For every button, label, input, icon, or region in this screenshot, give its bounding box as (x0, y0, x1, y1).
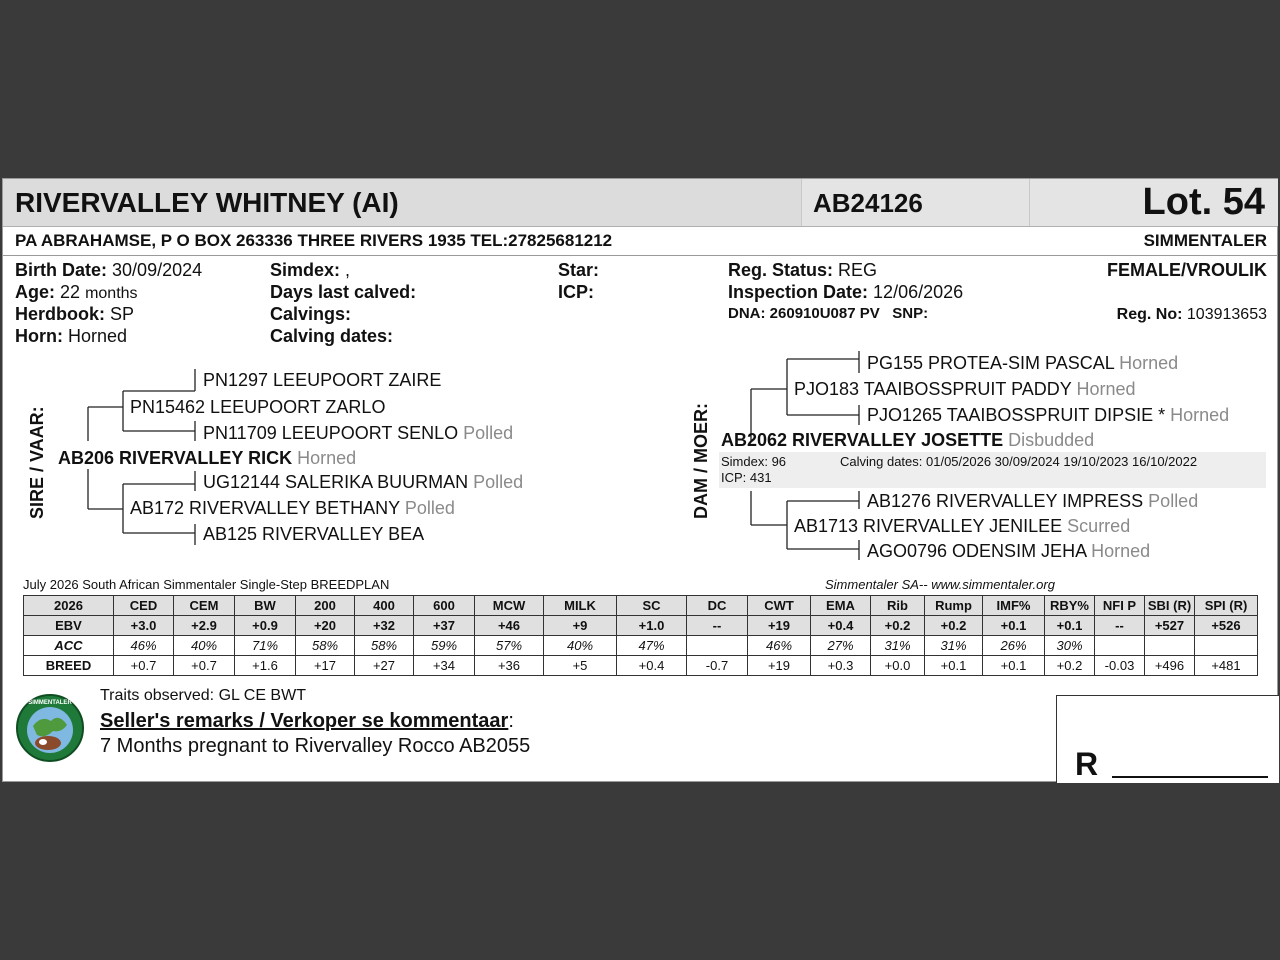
sire-sire-sire: PN1297 LEEUPOORT ZAIRE (203, 370, 442, 390)
sire-dam: AB172 RIVERVALLEY BETHANY Polled (130, 498, 455, 518)
ebv-cell: +2.9 (174, 616, 235, 636)
ebv-cell: 27% (811, 636, 871, 656)
breed-name: SIMMENTALER (1143, 231, 1267, 250)
ebv-cell: 57% (475, 636, 544, 656)
ebv-cell (1145, 636, 1195, 656)
ebv-cell: +0.7 (114, 656, 174, 676)
ebv-cell: +5 (544, 656, 617, 676)
ebv-cell: +19 (748, 656, 811, 676)
ebv-cell: 47% (617, 636, 687, 656)
dam: AB2062 RIVERVALLEY JOSETTE Disbudded (721, 430, 1095, 450)
ebv-header-row (24, 596, 1258, 616)
breed-avg-row (24, 656, 1258, 676)
ebv-cell: 600 (414, 596, 475, 616)
ebv-cell: 40% (174, 636, 235, 656)
ebv-cell: 58% (296, 636, 355, 656)
dam-sire-sire: PG155 PROTEA-SIM PASCAL Horned (867, 353, 1179, 373)
ebv-cell: +3.0 (114, 616, 174, 636)
ebv-cell: +1.0 (617, 616, 687, 636)
dam-calving-dates: Calving dates: 01/05/2026 30/09/2024 19/10/2023 16/10/2022 (840, 454, 1198, 469)
header-band (3, 179, 1277, 227)
ebv-cell: 40% (544, 636, 617, 656)
ebv-cell: EBV (24, 616, 114, 636)
ebv-cell: DC (687, 596, 748, 616)
dam-dam-sire: AB1276 RIVERVALLEY IMPRESS Polled (867, 491, 1199, 511)
ebv-cell: Rib (871, 596, 925, 616)
ebv-cell: SBI (R) (1145, 596, 1195, 616)
ebv-cell: +0.4 (617, 656, 687, 676)
ebv-cell: +0.2 (871, 616, 925, 636)
ebv-cell: Rump (925, 596, 983, 616)
days-last-calved: Days last calved: (270, 282, 417, 302)
dam-info-panel (719, 452, 1266, 488)
dam-sire-dam: PJO1265 TAAIBOSSPRUIT DIPSIE * Horned (867, 405, 1230, 425)
ebv-cell: +0.1 (1045, 616, 1095, 636)
simmentaler-logo-icon (15, 693, 85, 763)
ebv-cell: 31% (871, 636, 925, 656)
ebv-cell: +496 (1145, 656, 1195, 676)
ebv-cell: +27 (355, 656, 414, 676)
animal-id: AB24126 (813, 188, 923, 218)
ebv-table (23, 595, 1258, 676)
ebv-cell: 30% (1045, 636, 1095, 656)
ebv-cell: +0.4 (811, 616, 871, 636)
price-box (1056, 695, 1279, 783)
ebv-cell (687, 636, 748, 656)
ebv-cell: 58% (355, 636, 414, 656)
ebv-cell: CED (114, 596, 174, 616)
address-row (3, 227, 1277, 256)
ebv-cell: RBY% (1045, 596, 1095, 616)
ebv-cell: 71% (235, 636, 296, 656)
ebv-cell: CEM (174, 596, 235, 616)
ebv-cell: +46 (475, 616, 544, 636)
ebv-cell: CWT (748, 596, 811, 616)
birth-date: Birth Date: 30/09/2024 (15, 260, 203, 280)
ebv-cell: 59% (414, 636, 475, 656)
ebv-cell: +526 (1195, 616, 1258, 636)
dam-side-label: DAM / MOER: (691, 403, 711, 519)
ebv-cell: +1.6 (235, 656, 296, 676)
ebv-cell: IMF% (983, 596, 1045, 616)
ebv-cell (1095, 636, 1145, 656)
ebv-cell: +34 (414, 656, 475, 676)
ebv-cell: 2026 (24, 596, 114, 616)
dam-sire: PJO183 TAAIBOSSPRUIT PADDY Horned (794, 379, 1136, 399)
ebv-cell: 200 (296, 596, 355, 616)
ebv-cell: -0.7 (687, 656, 748, 676)
dam-icp: ICP: 431 (721, 470, 772, 485)
ebv-cell: SC (617, 596, 687, 616)
remarks-title: Seller's remarks / Verkoper se kommentaar: (100, 710, 514, 732)
ebv-cell: BREED (24, 656, 114, 676)
ebv-cell: 31% (925, 636, 983, 656)
ebv-cell: +20 (296, 616, 355, 636)
price-label: R (1075, 746, 1099, 782)
ebv-cell: MCW (475, 596, 544, 616)
price-input-line[interactable] (1112, 776, 1268, 778)
ebv-cell: +0.2 (925, 616, 983, 636)
logo-text: SIMMENTALER (28, 700, 72, 706)
sire-dam-sire: UG12144 SALERIKA BUURMAN Polled (203, 472, 524, 492)
ebv-cell: -- (687, 616, 748, 636)
ebv-cell: +527 (1145, 616, 1195, 636)
ebv-cell: -- (1095, 616, 1145, 636)
ebv-cell: +481 (1195, 656, 1258, 676)
ebv-cell: +0.1 (925, 656, 983, 676)
sire-side-label: SIRE / VAAR: (27, 406, 47, 519)
ebv-cell: -0.03 (1095, 656, 1145, 676)
ebv-cell: +9 (544, 616, 617, 636)
herdbook: Herdbook: SP (15, 304, 135, 324)
sire-sire-dam: PN11709 LEEUPOORT SENLO Polled (203, 423, 514, 443)
sire: AB206 RIVERVALLEY RICK Horned (58, 448, 357, 468)
sire-sire: PN15462 LEEUPOORT ZARLO (130, 397, 386, 417)
reg-number: Reg. No: 103913653 (1116, 306, 1267, 323)
ebv-cell: 26% (983, 636, 1045, 656)
seller-address: PA ABRAHAMSE, P O BOX 263336 THREE RIVERS 1935 TEL:27825681212 (15, 231, 613, 250)
ebv-cell: +0.3 (811, 656, 871, 676)
ebv-cell: SPI (R) (1195, 596, 1258, 616)
ebv-cell: +0.0 (871, 656, 925, 676)
horn-status: Horn: Horned (15, 326, 128, 346)
traits-observed: Traits observed: GL CE BWT (100, 687, 306, 704)
calvings: Calvings: (270, 304, 352, 324)
simdex: Simdex: , (270, 260, 351, 280)
ebv-cell: BW (235, 596, 296, 616)
ebv-cell: MILK (544, 596, 617, 616)
remarks-text: 7 Months pregnant to Rivervalley Rocco AB2055 (100, 735, 531, 757)
ebv-cell: +0.2 (1045, 656, 1095, 676)
acc-row (24, 636, 1258, 656)
calving-dates: Calving dates: (270, 326, 394, 346)
lot-number: Lot. 54 (1142, 181, 1265, 223)
ebv-cell: 46% (748, 636, 811, 656)
ebv-cell: 400 (355, 596, 414, 616)
icp: ICP: (558, 282, 594, 302)
ebv-cell: +0.7 (174, 656, 235, 676)
dam-simdex: Simdex: 96 (721, 454, 787, 469)
breedplan-site: Simmentaler SA-- www.simmentaler.org (825, 577, 1055, 592)
sire-dam-dam: AB125 RIVERVALLEY BEA (203, 524, 425, 544)
ebv-cell: +0.1 (983, 616, 1045, 636)
ebv-row (24, 616, 1258, 636)
inspection-date: Inspection Date: 12/06/2026 (728, 282, 964, 302)
reg-status: Reg. Status: REG (728, 260, 878, 280)
ebv-cell: NFI P (1095, 596, 1145, 616)
ebv-cell: ACC (24, 636, 114, 656)
breedplan-title: July 2026 South African Simmentaler Single-Step BREEDPLAN (23, 577, 390, 592)
sex: FEMALE/VROULIK (1107, 260, 1267, 280)
ebv-cell: +37 (414, 616, 475, 636)
ebv-cell: +0.1 (983, 656, 1045, 676)
ebv-cell: 46% (114, 636, 174, 656)
lot-card (2, 178, 1278, 782)
ebv-cell: +17 (296, 656, 355, 676)
ebv-cell: +19 (748, 616, 811, 636)
age: Age: 22 months (15, 282, 138, 302)
dam-dam-dam: AGO0796 ODENSIM JEHA Horned (867, 541, 1151, 561)
ebv-cell: EMA (811, 596, 871, 616)
dna: DNA: 260910U087 PV SNP: (728, 305, 929, 322)
ebv-cell: +36 (475, 656, 544, 676)
star: Star: (558, 260, 600, 280)
dam-dam: AB1713 RIVERVALLEY JENILEE Scurred (794, 516, 1131, 536)
animal-name: RIVERVALLEY WHITNEY (AI) (15, 187, 399, 218)
ebv-cell (1195, 636, 1258, 656)
ebv-cell: +32 (355, 616, 414, 636)
ebv-cell: +0.9 (235, 616, 296, 636)
